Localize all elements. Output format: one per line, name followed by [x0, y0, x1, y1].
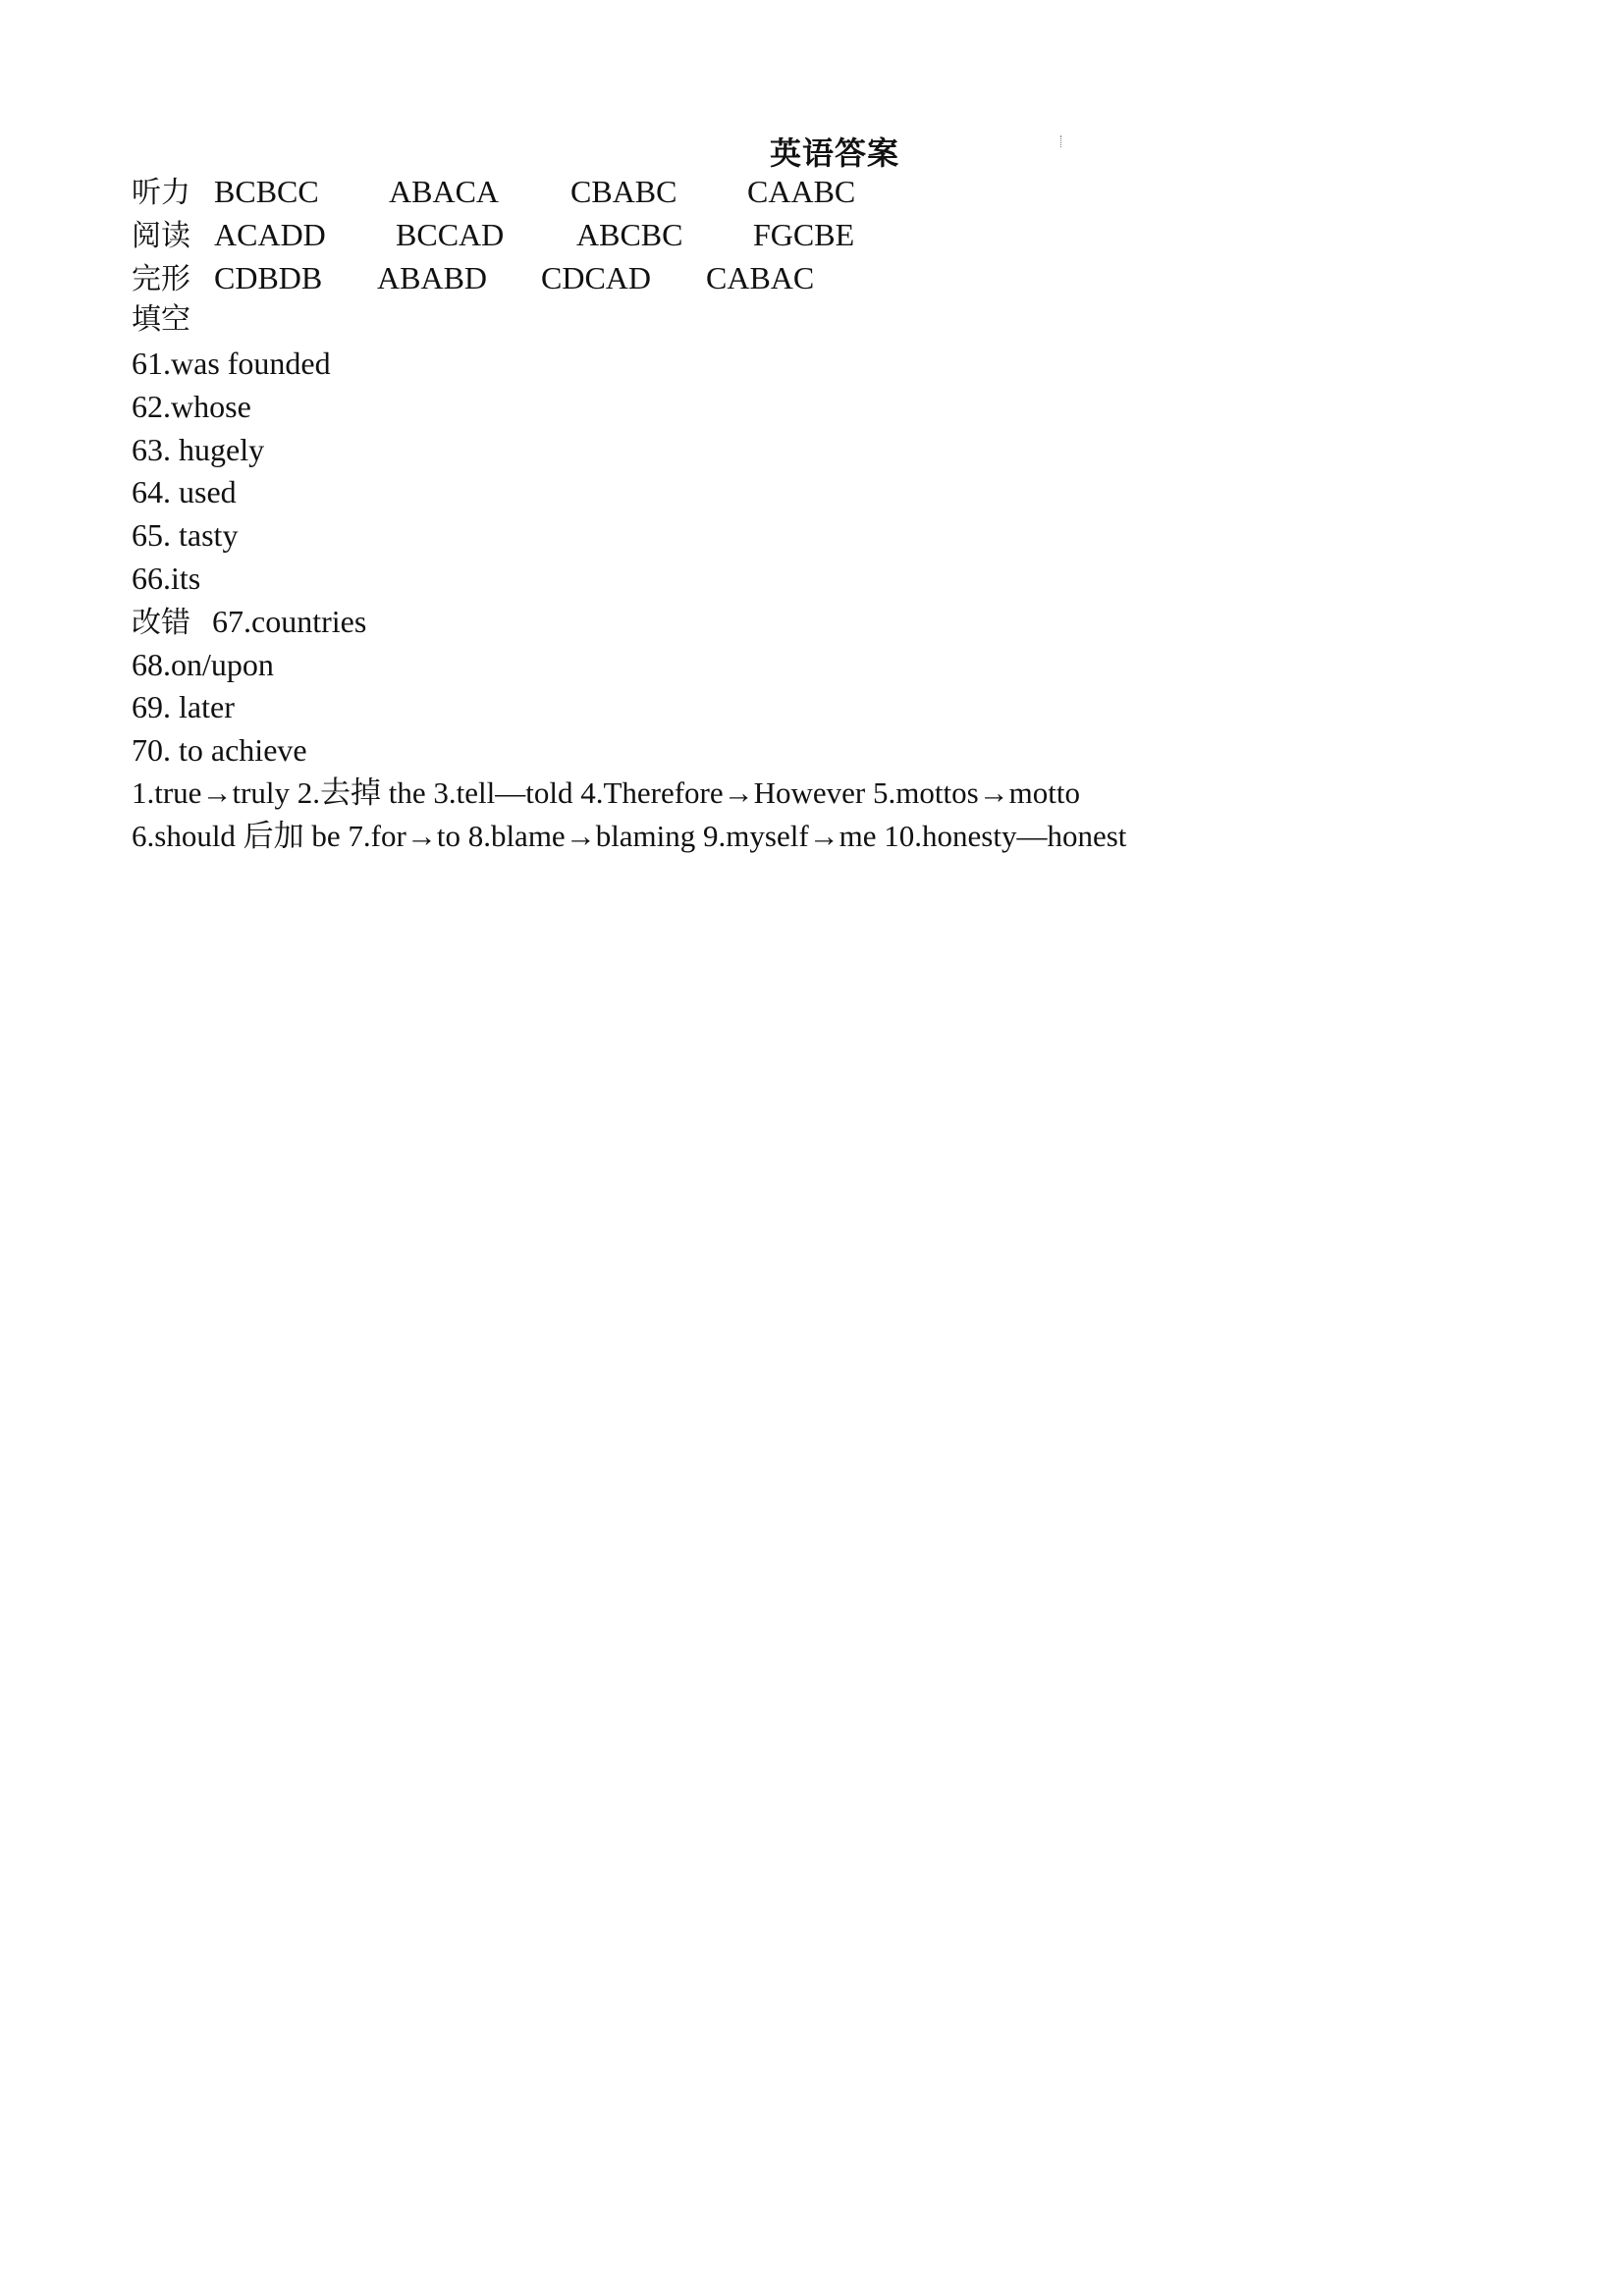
answer-group: CBABC: [570, 174, 677, 209]
answer-group: CAABC: [747, 174, 856, 209]
answer-group: BCCAD: [396, 217, 505, 252]
row-label: 阅读: [132, 219, 190, 253]
answer-group: BCBCC: [214, 174, 319, 209]
listening-row: [132, 172, 856, 213]
fill-answer: 63. hugely: [132, 432, 265, 467]
row-label: 完形: [132, 262, 190, 296]
correction-answer: 67.countries: [212, 604, 367, 639]
scan-mark: [1060, 135, 1063, 147]
correction-label: 改错: [132, 606, 190, 640]
row-label: 听力: [132, 176, 190, 210]
page-title: 英语答案: [770, 134, 900, 172]
correction-answer: 70. to achieve: [132, 732, 307, 768]
cloze-row: [132, 258, 815, 299]
answer-group: FGCBE: [753, 217, 855, 252]
answer-group: CABAC: [706, 260, 815, 295]
error-correction-line-1: 1.true→truly 2.去掉 the 3.tell—told 4.Therefore→However 5.mottos→motto: [132, 775, 1080, 810]
fill-answer: 64. used: [132, 474, 237, 509]
answer-group: ABABD: [377, 260, 488, 295]
reading-row: [132, 215, 855, 256]
fill-answer: 66.its: [132, 561, 201, 596]
correction-answer: 68.on/upon: [132, 647, 274, 682]
answer-group: ABACA: [389, 174, 500, 209]
answer-group: CDCAD: [541, 260, 652, 295]
answer-group: CDBDB: [214, 260, 323, 295]
correction-row: [132, 602, 367, 643]
fill-answer: 65. tasty: [132, 517, 239, 553]
fill-heading: 填空: [132, 302, 190, 337]
fill-answer: 61.was founded: [132, 346, 331, 381]
answer-group: ABCBC: [576, 217, 683, 252]
fill-answer: 62.whose: [132, 389, 251, 424]
correction-answer: 69. later: [132, 689, 235, 724]
answer-group: ACADD: [214, 217, 326, 252]
error-correction-line-2: 6.should 后加 be 7.for→to 8.blame→blaming 9.myself→me 10.honesty—honest: [132, 819, 1127, 853]
